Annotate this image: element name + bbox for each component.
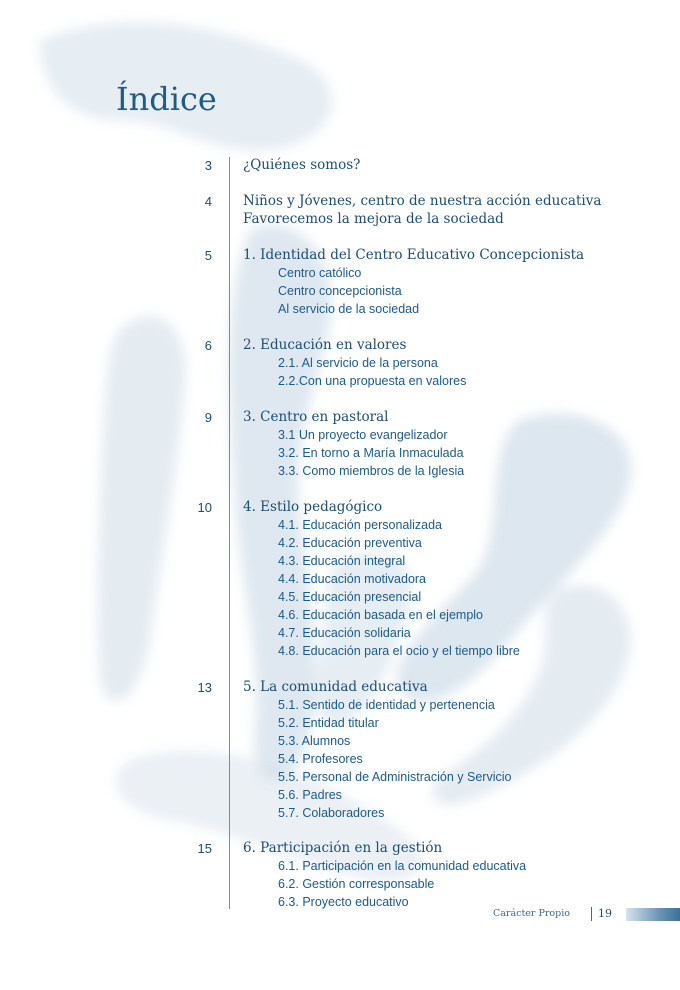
toc-subheading: 5.5. Personal de Administración y Servicio: [278, 770, 512, 784]
toc-subheading: 4.3. Educación integral: [278, 554, 406, 568]
toc-heading: 6. Participación en la gestión: [243, 840, 443, 856]
footer-label: Carácter Propio: [493, 908, 570, 919]
toc-subheading: 5.6. Padres: [278, 788, 342, 802]
toc-subheading: Centro católico: [278, 266, 362, 280]
toc-subheading: 3.3. Como miembros de la Iglesia: [278, 464, 465, 478]
toc-subheading: 6.1. Participación en la comunidad educativa: [278, 859, 527, 873]
toc-heading: 5. La comunidad educativa: [243, 679, 428, 695]
toc-heading: ¿Quiénes somos?: [243, 157, 361, 173]
toc-subheading: 5.3. Alumnos: [278, 734, 351, 748]
toc-subheading: 4.2. Educación preventiva: [278, 536, 422, 550]
toc-heading: 4. Estilo pedagógico: [243, 499, 383, 515]
toc-subheading: 5.1. Sentido de identidad y pertenencia: [278, 698, 495, 712]
toc-heading: Favorecemos la mejora de la sociedad: [243, 211, 504, 227]
toc-subheading: 6.2. Gestión corresponsable: [278, 877, 435, 891]
toc-page-number: 6: [204, 338, 212, 353]
toc-subheading: 5.2. Entidad titular: [278, 716, 379, 730]
toc-subheading: 4.6. Educación basada en el ejemplo: [278, 608, 484, 622]
toc-subheading: 5.4. Profesores: [278, 752, 363, 766]
footer-page-number: 19: [598, 907, 612, 920]
toc-subheading: 4.8. Educación para el ocio y el tiempo libre: [278, 644, 520, 658]
toc-page-number: 9: [204, 410, 212, 425]
toc-subheading: 4.4. Educación motivadora: [278, 572, 427, 586]
toc-heading: 2. Educación en valores: [243, 337, 407, 353]
toc-heading: 1. Identidad del Centro Educativo Concepcionista: [243, 247, 585, 263]
toc-subheading: 5.7. Colaboradores: [278, 806, 385, 820]
toc-page-number: 13: [197, 680, 212, 695]
toc-subheading: 6.3. Proyecto educativo: [278, 895, 409, 909]
toc-subheading: 2.2.Con una propuesta en valores: [278, 374, 467, 388]
toc-subheading: 4.5. Educación presencial: [278, 590, 422, 604]
toc-subheading: 2.1. Al servicio de la persona: [278, 356, 438, 370]
toc-page-number: 10: [197, 500, 212, 515]
toc-subheading: Al servicio de la sociedad: [278, 302, 420, 316]
toc-heading: Niños y Jóvenes, centro de nuestra acción educativa: [243, 193, 602, 209]
toc-subheading: 3.2. En torno a María Inmaculada: [278, 446, 464, 460]
toc-subheading: 3.1 Un proyecto evangelizador: [278, 428, 448, 442]
toc-page-number: 3: [204, 158, 212, 173]
toc-page-number: 5: [204, 248, 212, 263]
toc-page-number: 15: [197, 841, 212, 856]
toc-heading: 3. Centro en pastoral: [243, 409, 389, 425]
toc-subheading: Centro concepcionista: [278, 284, 402, 298]
toc-subheading: 4.1. Educación personalizada: [278, 518, 443, 532]
page-title: Índice: [116, 80, 217, 118]
toc-page-number: 4: [204, 194, 212, 209]
toc-subheading: 4.7. Educación solidaria: [278, 626, 411, 640]
